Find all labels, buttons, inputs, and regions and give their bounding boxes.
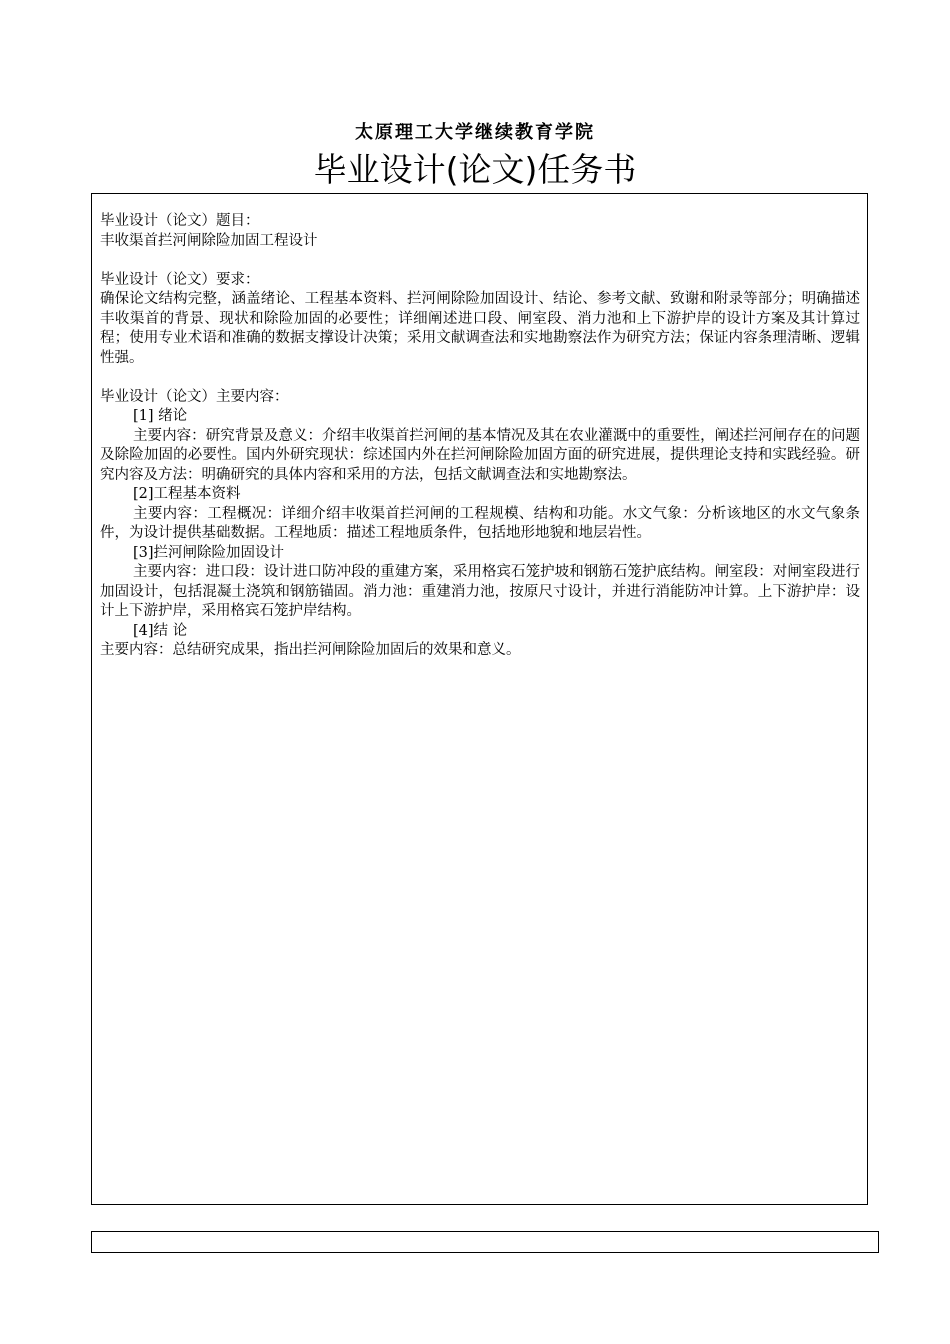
task-content — [100, 212, 860, 661]
school-name: 太原理工大学继续教育学院 — [355, 122, 595, 143]
requirements-label: 毕业设计（论文）要求： — [100, 271, 260, 288]
section-heading: [3]拦河闸除险加固设计 — [133, 544, 285, 561]
section-text: 主要内容：进口段：设计进口防冲段的重建方案，采用格宾石笼护坡和钢筋石笼护底结构。闸室段：对闸室段进行加固设计，包括混凝土浇筑和钢筋锚固。消力池：重建消力池，按原尺寸设计，并进行消能防冲计算。上下游护岸：设计上下游护岸，采用格宾石笼护岸结构。 — [100, 564, 860, 619]
document-title: 毕业设计(论文)任务书 — [313, 150, 637, 189]
section-heading: [2]工程基本资料 — [133, 486, 241, 502]
section-text: 主要内容：工程概况：详细介绍丰收渠首拦河闸的工程规模、结构和功能。水文气象：分析该地区的水文气象条件，为设计提供基础数据。工程地质：描述工程地质条件，包括地形地貌和地层岩性。 — [100, 505, 860, 541]
section-heading: [1] 绪论 — [133, 408, 188, 424]
section-text: 主要内容：研究背景及意义：介绍丰收渠首拦河闸的基本情况及其在农业灌溉中的重要性，阐述拦河闸存在的问题及除险加固的必要性。国内外研究现状：综述国内外在拦河闸除险加固方面的研究进展，提供理论支持和实践经验。研究内容及方法：明确研究的具体内容和采用的方法，包括文献调查法和实地勘察法。 — [100, 427, 860, 483]
section-text: 主要内容：总结研究成果，指出拦河闸除险加固后的效果和意义。 — [100, 642, 521, 658]
signature-box — [91, 1231, 879, 1253]
section-heading: [4]结 论 — [133, 622, 188, 639]
main-content-label: 毕业设计（论文）主要内容： — [100, 388, 289, 405]
requirements-text: 确保论文结构完整，涵盖绪论、工程基本资料、拦河闸除险加固设计、结论、参考文献、致谢和附录等部分；明确描述丰收渠首的背景、现状和除险加固的必要性；详细阐述进口段、闸室段、消力池和上下游护岸的设计方案及其计算过程；使用专业术语和准确的数据支撑设计决策；采用文献调查法和实地勘察法作为研究方法；保证内容条理清晰、逻辑性强。 — [100, 291, 860, 366]
topic-value: 丰收渠首拦河闸除险加固工程设计 — [100, 232, 318, 249]
topic-label: 毕业设计（论文）题目： — [100, 213, 260, 229]
